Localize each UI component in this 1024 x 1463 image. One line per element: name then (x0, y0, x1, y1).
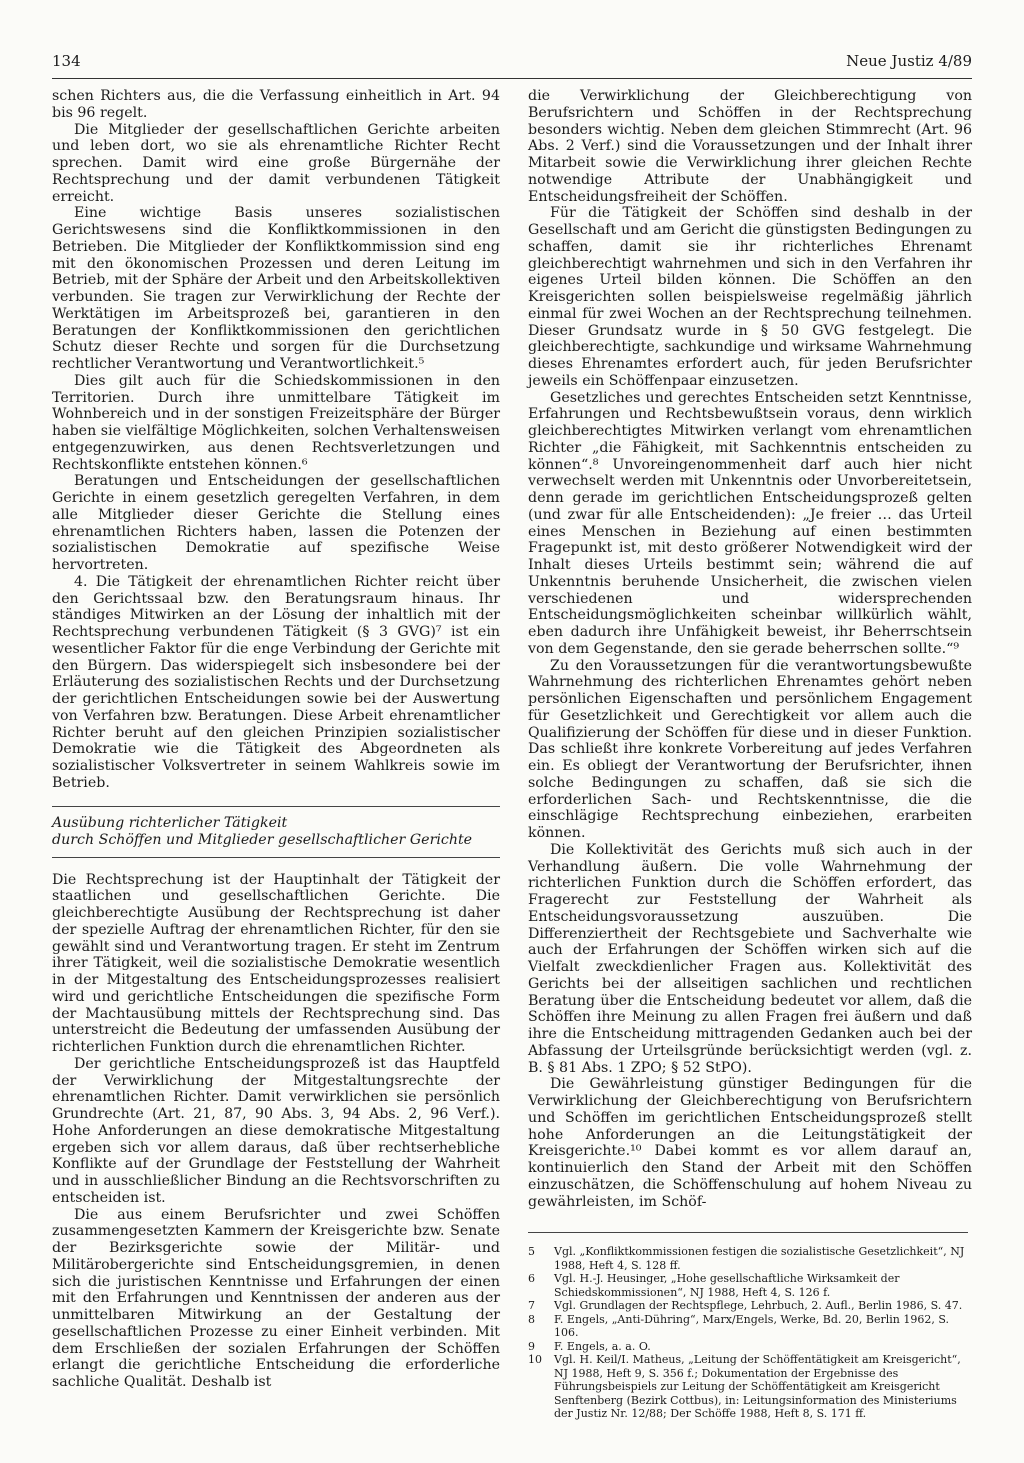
footnote-number: 8 (528, 1312, 535, 1326)
paragraph: schen Richters aus, die die Verfassung einheitlich in Art. 94 bis 96 regelt. (52, 88, 500, 121)
footnote-text: F. Engels, a. a. O. (554, 1339, 651, 1353)
footnote-text: Vgl. H. Keil/I. Matheus, „Leitung der Schöffentätigkeit am Kreisgericht“, NJ 1988, Heft 9, S. 356 f.; Dokumentation der Ergebnisse des Führungsbeispiels zur Leitung der Schöffentätigkeit am Kreisgericht Senftenberg (Bezirk Cottbus), in: Leitungsinformation des Ministeriums der Justiz Nr. 12/88; Der Schöffe 1988, Heft 8, S. 171 ff. (554, 1353, 961, 1421)
left-column (52, 88, 500, 1391)
journal-issue: Neue Justiz 4/89 (846, 52, 972, 70)
footnote (528, 1245, 972, 1272)
footnote (528, 1340, 972, 1354)
footnotes (528, 1245, 972, 1421)
footnote (528, 1272, 972, 1299)
section-rule-bottom (52, 857, 500, 858)
page-header (52, 52, 972, 79)
paragraph: Die aus einem Berufsrichter und zwei Schöffen zusammengesetzten Kammern der Kreisgerichte bzw. Senate der Bezirksgerichte sowie der Militär- und Militärobergerichte sind Entscheidungsgremien, in denen sich die juristischen Kenntnisse und Erfahrungen der einen mit den Erfahrungen und Kenntnissen der anderen aus der unmittelbaren Mitwirkung an der Gestaltung der gesellschaftlichen Prozesse zu einer Einheit verbinden. Mit dem Erschließen der sozialen Erfahrungen der Schöffen erlangt die gerichtliche Entscheidung die erforderliche sachliche Qualität. Deshalb ist (52, 1206, 500, 1390)
paragraph: Beratungen und Entscheidungen der gesellschaftlichen Gerichte in einem gesetzlich geregelten Verfahren, in dem alle Mitglieder dieser Gerichte die Stellung eines ehrenamtlichen Richters haben, lassen die Potenzen der sozialistischen Demokratie auf spezifische Weise hervortreten. (52, 473, 500, 573)
paragraph: 4. Die Tätigkeit der ehrenamtlichen Richter reicht über den Gerichtssaal bzw. den Beratungsraum hinaus. Ihr ständiges Mitwirken an der Lösung der inhaltlich mit der Rechtsprechung verbundenen Tätigkeit (§ 3 GVG)⁷ ist ein wesentlicher Faktor für die enge Verbindung der Gerichte mit den Bürgern. Das widerspiegelt sich insbesondere bei der Erläuterung des sozialistischen Rechts und der Durchsetzung der gerichtlichen Entscheidungen sowie bei der Auswertung von Verfahren bzw. Beratungen. Diese Arbeit ehrenamtlicher Richter beruht auf den gleichen Prinzipien sozialistischer Demokratie wie die Tätigkeit des Abgeordneten als sozialistischer Volksvertreter in seinem Wahlkreis sowie im Betrieb. (52, 573, 500, 791)
footnote (528, 1353, 972, 1421)
paragraph: Die Rechtsprechung ist der Hauptinhalt der Tätigkeit der staatlichen und gesellschaftlichen Gerichte. Die gleichberechtigte Ausübung der Rechtsprechung ist daher der spezielle Auftrag der ehrenamtlichen Richter, für den sie gewählt sind und Verantwortung tragen. Er steht im Zentrum ihrer Tätigkeit, weil die sozialistische Demokratie wesentlich in der Mitgestaltung des Entscheidungsprozesses realisiert wird und gerichtliche Entscheidungen die spezifische Form der Machtausübung mittels der Rechtsprechung sind. Das unterstreicht die Bedeutung der umfassenden Ausübung der richterlichen Funktion durch die ehrenamtlichen Richter. (52, 871, 500, 1055)
footnote-number: 5 (528, 1245, 535, 1259)
footnote-number: 10 (528, 1353, 542, 1367)
paragraph: Zu den Voraussetzungen für die verantwortungsbewußte Wahrnehmung des richterlichen Ehrenamtes gehört neben persönlichen Eigenschaften und persönlichem Engagement für Gesetzlichkeit und Gerechtigkeit vor allem auch die Qualifizierung der Schöffen für diese und in dieser Funktion. Das schließt ihre konkrete Vorbereitung auf jedes Verfahren ein. Es obliegt der Verantwortung der Berufsrichter, ihnen solche Bedingungen zu schaffen, daß sie sich die erforderlichen Sach- und Rechtskenntnisse, die die einschlägige Rechtsprechung einbeziehen, erarbeiten können. (528, 657, 972, 841)
footnote-number: 7 (528, 1299, 535, 1313)
footnote (528, 1299, 972, 1313)
footnote-text: Vgl. „Konfliktkommissionen festigen die sozialistische Gesetzlichkeit“, NJ 1988, Heft 4, S. 128 ff. (554, 1245, 965, 1272)
footnote-text: Vgl. Grundlagen der Rechtspflege, Lehrbuch, 2. Aufl., Berlin 1986, S. 47. (554, 1299, 963, 1313)
section-heading (52, 807, 500, 857)
paragraph: Die Kollektivität des Gerichts muß sich auch in der Verhandlung äußern. Die volle Wahrnehmung der richterlichen Funktion durch die Schöffen erfordert, das Fragerecht zur Feststellung der Wahrheit als Entscheidungsvoraussetzung auszuüben. Die Differenziertheit der Rechtsgebiete und Sachverhalte wie auch der Erfahrungen der Schöffen wirken sich auf die Vielfalt zweckdienlicher Fragen aus. Kollektivität des Gerichts bei der allseitigen sachlichen und rechtlichen Beratung über die Entscheidung bedeutet vor allem, daß die Schöffen ihre Meinung zu allen Fragen frei äußern und daß ihre die Entscheidung mittragenden Gedanken auch bei der Abfassung der Urteilsgründe berücksichtigt werden (vgl. z. B. § 81 Abs. 1 ZPO; § 52 StPO). (528, 841, 972, 1076)
right-column (528, 88, 972, 1421)
footnote-rule (528, 1232, 968, 1233)
footnote-text: Vgl. H.-J. Heusinger, „Hohe gesellschaftliche Wirksamkeit der Schiedskommissionen“, NJ 1988, Heft 4, S. 126 f. (554, 1272, 900, 1299)
footnote-text: F. Engels, „Anti-Dühring“, Marx/Engels, Werke, Bd. 20, Berlin 1962, S. 106. (554, 1312, 949, 1340)
paragraph: die Verwirklichung der Gleichberechtigung von Berufsrichtern und Schöffen in der Rechtsprechung besonders wichtig. Neben dem gleichen Stimmrecht (Art. 96 Abs. 2 Verf.) sind die Voraussetzungen und der Inhalt ihrer Mitarbeit sowie die Verwirklichung ihrer gleichen Rechte notwendige Attribute der Unabhängigkeit und Entscheidungsfreiheit der Schöffen. (528, 88, 972, 205)
section-heading-line: Ausübung richterlicher Tätigkeit (52, 814, 288, 831)
paragraph: Für die Tätigkeit der Schöffen sind deshalb in der Gesellschaft und am Gericht die günstigsten Bedingungen zu schaffen, damit sie ihr richterliches Ehrenamt gleichberechtigt wahrnehmen und sich in den Verfahren ihr eigenes Urteil bilden können. Die Schöffen an den Kreisgerichten sollen beispielsweise regelmäßig jährlich einmal für zwei Wochen an der Rechtsprechung teilnehmen. Dieser Grundsatz wurde in § 50 GVG festgelegt. Die gleichberechtigte, sachkundige und wirksame Wahrnehmung dieses Ehrenamtes erfordert auch, für jeden Berufsrichter jeweils ein Schöffenpaar einzusetzen. (528, 205, 972, 389)
footnote (528, 1313, 972, 1340)
page-number: 134 (52, 52, 81, 70)
paragraph: Der gerichtliche Entscheidungsprozeß ist das Hauptfeld der Verwirklichung der Mitgestaltungsrechte der ehrenamtlichen Richter. Damit verwirklichen sie persönlich Grundrechte (Art. 21, 87, 90 Abs. 3, 94 Abs. 2, 96 Verf.). Hohe Anforderungen an diese demokratische Mitgestaltung ergeben sich vor allem daraus, daß über rechtserhebliche Konflikte auf der Grundlage der Feststellung der Wahrheit und in ausschließlicher Bindung an die Rechtsvorschriften zu entscheiden ist. (52, 1055, 500, 1206)
section-heading-line: durch Schöffen und Mitglieder gesellschaftlicher Gerichte (52, 831, 473, 848)
paragraph: Gesetzliches und gerechtes Entscheiden setzt Kenntnisse, Erfahrungen und Rechtsbewußtsein voraus, denn wirklich gleichberechtigtes Mitwirken verlangt vom ehrenamtlichen Richter „die Fähigkeit, mit Sachkenntnis entscheiden zu können“.⁸ Unvoreingenommenheit darf auch hier nicht verwechselt werden mit Unkenntnis oder Unvorbereitetsein, denn gerade im gerichtlichen Entscheidungsprozeß gelten (und zwar für alle Entscheidenden): „Je freier … das Urteil eines Menschen in Beziehung auf einen bestimmten Fragepunkt ist, mit desto größerer Notwendigkeit wird der Inhalt dieses Urteils bestimmt sein; während die auf Unkenntnis beruhende Unsicherheit, die zwischen vielen verschiedenen und widersprechenden Entscheidungsmöglichkeiten scheinbar willkürlich wählt, eben dadurch ihre Unfähigkeit beweist, ihr Beherrschtsein von dem Gegenstande, den sie gerade beherrschen sollte.“⁹ (528, 389, 972, 657)
paragraph: Die Mitglieder der gesellschaftlichen Gerichte arbeiten und leben dort, wo sie als ehrenamtliche Richter Recht sprechen. Damit wird eine große Bürgernähe der Rechtsprechung und der damit verbundenen Tätigkeit erreicht. (52, 121, 500, 205)
footnote-number: 6 (528, 1272, 535, 1286)
paragraph: Dies gilt auch für die Schiedskommissionen in den Territorien. Durch ihre unmittelbare Tätigkeit im Wohnbereich und in der sonstigen Freizeitsphäre der Bürger haben sie vielfältige Möglichkeiten, solchen Verhaltensweisen entgegenzuwirken, aus denen Rechtsverletzungen und Rechtskonflikte entstehen können.⁶ (52, 372, 500, 473)
paragraph: Die Gewährleistung günstiger Bedingungen für die Verwirklichung der Gleichberechtigung von Berufsrichtern und Schöffen im gerichtlichen Entscheidungsprozeß stellt hohe Anforderungen an die Leitungstätigkeit der Kreisgerichte.¹⁰ Dabei kommt es vor allem darauf an, kontinuierlich den Stand der Arbeit mit den Schöffen einzuschätzen, die Schöffenschulung auf hohem Niveau zu gewährleisten, im Schöf- (528, 1076, 972, 1210)
paragraph: Eine wichtige Basis unseres sozialistischen Gerichtswesens sind die Konfliktkommissionen in den Betrieben. Die Mitglieder der Konfliktkommission sind eng mit den ökonomischen Prozessen und deren Leitung im Betrieb, mit der Sphäre der Arbeit und den Arbeitskollektiven verbunden. Sie tragen zur Verwirklichung der Rechte der Werktätigen im Arbeitsprozeß bei, garantieren in den Beratungen der Konfliktkommissionen den gerichtlichen Schutz dieser Rechte und sorgen für die Durchsetzung rechtlicher Verantwortung und Verantwortlichkeit.⁵ (52, 205, 500, 372)
footnote-number: 9 (528, 1339, 535, 1353)
